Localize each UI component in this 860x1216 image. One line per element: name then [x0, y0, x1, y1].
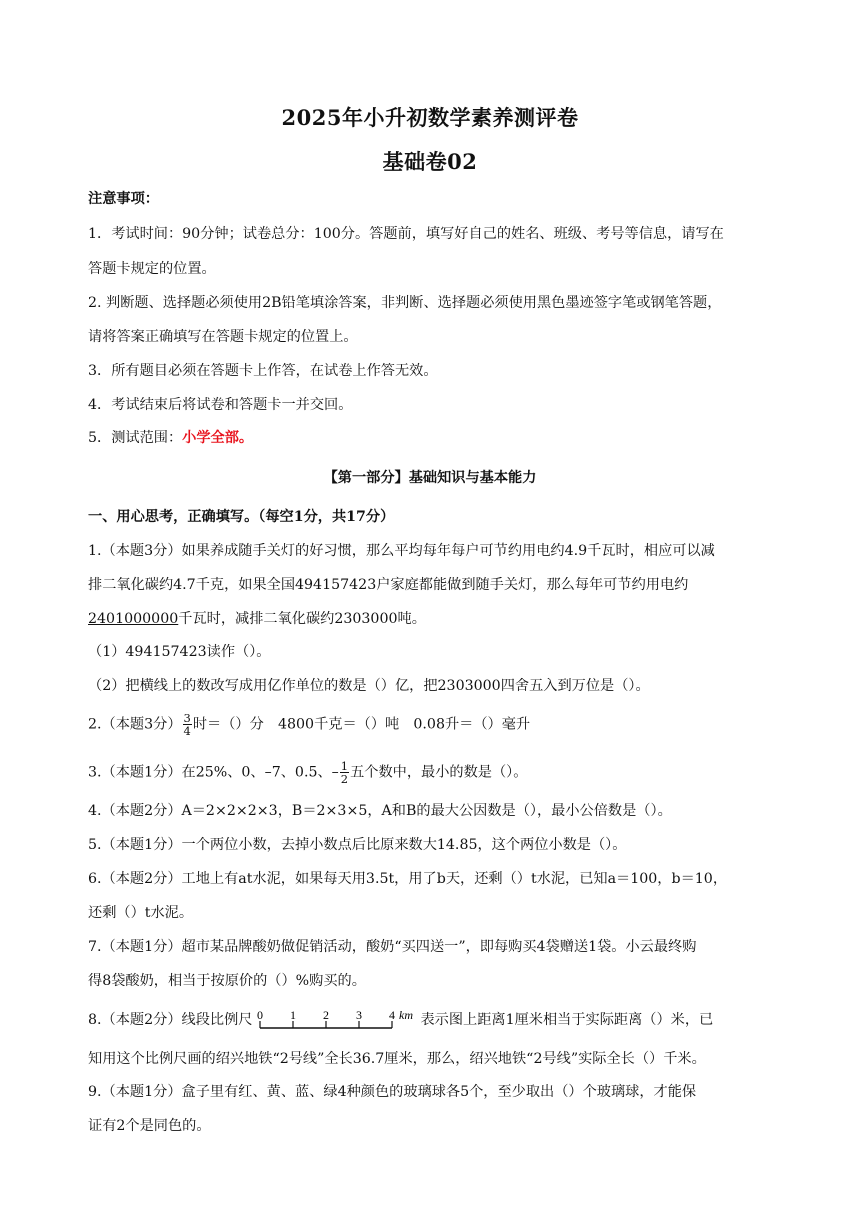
underlined-number: 2401000000: [88, 611, 179, 627]
question-9-line-2: 证有2个是同色的。: [88, 1118, 211, 1134]
scale-tick-label: 0: [257, 1008, 264, 1022]
scale-tick-label: 2: [323, 1008, 330, 1022]
notice-item-3: 3．所有题目必须在答题卡上作答，在试卷上作答无效。: [88, 363, 438, 379]
question-3: [88, 760, 772, 785]
question-4: 4.（本题2分）A＝2×2×2×3，B＝2×3×5，A和B的最大公因数是（），最小公倍数是（）。: [88, 803, 672, 819]
scale-bar-diagram: [254, 1007, 418, 1033]
question-6-line-1: 6.（本题2分）工地上有at水泥，如果每天用3.5t，用了b天，还剩（）t水泥，已知a＝100，b＝10，: [88, 871, 728, 887]
notice-item-1-cont: 答题卡规定的位置。: [88, 261, 216, 277]
part1-heading: 【第一部分】基础知识与基本能力: [323, 470, 537, 486]
question-6-line-2: 还剩（）t水泥。: [88, 905, 194, 921]
notice-heading: 注意事项：: [88, 191, 159, 207]
fraction: [340, 760, 349, 785]
notice-item-4: 4．考试结束后将试卷和答题卡一并交回。: [88, 397, 353, 413]
fraction-numerator: 1: [340, 759, 349, 773]
question-2: [88, 712, 772, 737]
question-8-line-2: 知用这个比例尺画的绍兴地铁“2号线”全长36.7厘米，那么，绍兴地铁“2号线”实际全长（）千米。: [88, 1051, 706, 1067]
fraction-denominator: 4: [183, 724, 191, 738]
question-9-line-1: 9.（本题1分）盒子里有红、黄、蓝、绿4种颜色的玻璃球各5个，至少取出（）个玻璃球，才能保: [88, 1084, 697, 1100]
notice-item-2-cont: 请将答案正确填写在答题卡规定的位置上。: [88, 329, 358, 345]
question-8-prefix: 8.（本题2分）线段比例尺: [88, 1012, 253, 1028]
question-3-prefix: 3.（本题1分）在25%、0、–7、0.5、–: [88, 764, 339, 781]
fraction-numerator: 3: [183, 711, 191, 725]
question-8-line-1: [88, 1006, 772, 1034]
question-7-line-1: 7.（本题1分）超市某品牌酸奶做促销活动，酸奶“买四送一”，即每购买4袋赠送1袋。小云最终购: [88, 939, 697, 955]
question-1-line-3: [88, 609, 772, 629]
question-1-sub-2: （2）把横线上的数改写成用亿作单位的数是（）亿，把2303000四舍五入到万位是（）。: [88, 678, 650, 694]
section1-heading: 一、用心思考，正确填写。（每空1分，共17分）: [88, 509, 395, 525]
question-1-line-3-rest: 千瓦时，减排二氧化碳约2303000吨。: [178, 611, 426, 627]
notice-item-5-prefix: 5．测试范围：: [88, 430, 183, 446]
question-1-line-1: 1.（本题3分）如果养成随手关灯的好习惯，那么平均每年每户可节约用电约4.9千瓦时，相应可以减: [88, 543, 715, 559]
page-subtitle: 基础卷02: [382, 149, 478, 174]
question-1-line-2: 排二氧化碳约4.7千克，如果全国494157423户家庭都能做到随手关灯，那么每年可节约用电约: [88, 577, 689, 593]
scale-tick-label: 1: [290, 1008, 297, 1022]
notice-item-1: 1．考试时间：90分钟；试卷总分：100分。答题前，填写好自己的姓名、班级、考号等信息，请写在: [88, 226, 724, 242]
question-2-rest: 时＝（）分 4800千克＝（）吨 0.08升＝（）毫升: [192, 716, 531, 733]
question-5: 5.（本题1分）一个两位小数，去掉小数点后比原来数大14.85，这个两位小数是（）。: [88, 837, 627, 853]
scale-tick-label: 3: [356, 1008, 363, 1022]
question-8-rest: 表示图上距离1厘米相当于实际距离（）米，已: [420, 1012, 714, 1028]
question-1-sub-1: （1）494157423读作（）。: [88, 644, 271, 660]
test-scope: 小学全部。: [182, 430, 254, 446]
notice-item-5: [88, 428, 772, 448]
fraction-denominator: 2: [340, 772, 349, 786]
notice-item-2: 2. 判断题、选择题必须使用2B铅笔填涂答案，非判断、选择题必须使用黑色墨迹签字笔或钢笔答题，: [88, 295, 722, 311]
question-7-line-2: 得8袋酸奶，相当于按原价的（）%购买的。: [88, 973, 366, 989]
page-title: 2025年小升初数学素养测评卷: [281, 105, 579, 130]
question-2-prefix: 2.（本题3分）: [88, 716, 182, 733]
question-3-rest: 五个数中，最小的数是（）。: [350, 764, 528, 781]
scale-unit-label: km: [399, 1008, 414, 1022]
fraction: [183, 712, 192, 737]
scale-tick-label: 4: [389, 1008, 396, 1022]
